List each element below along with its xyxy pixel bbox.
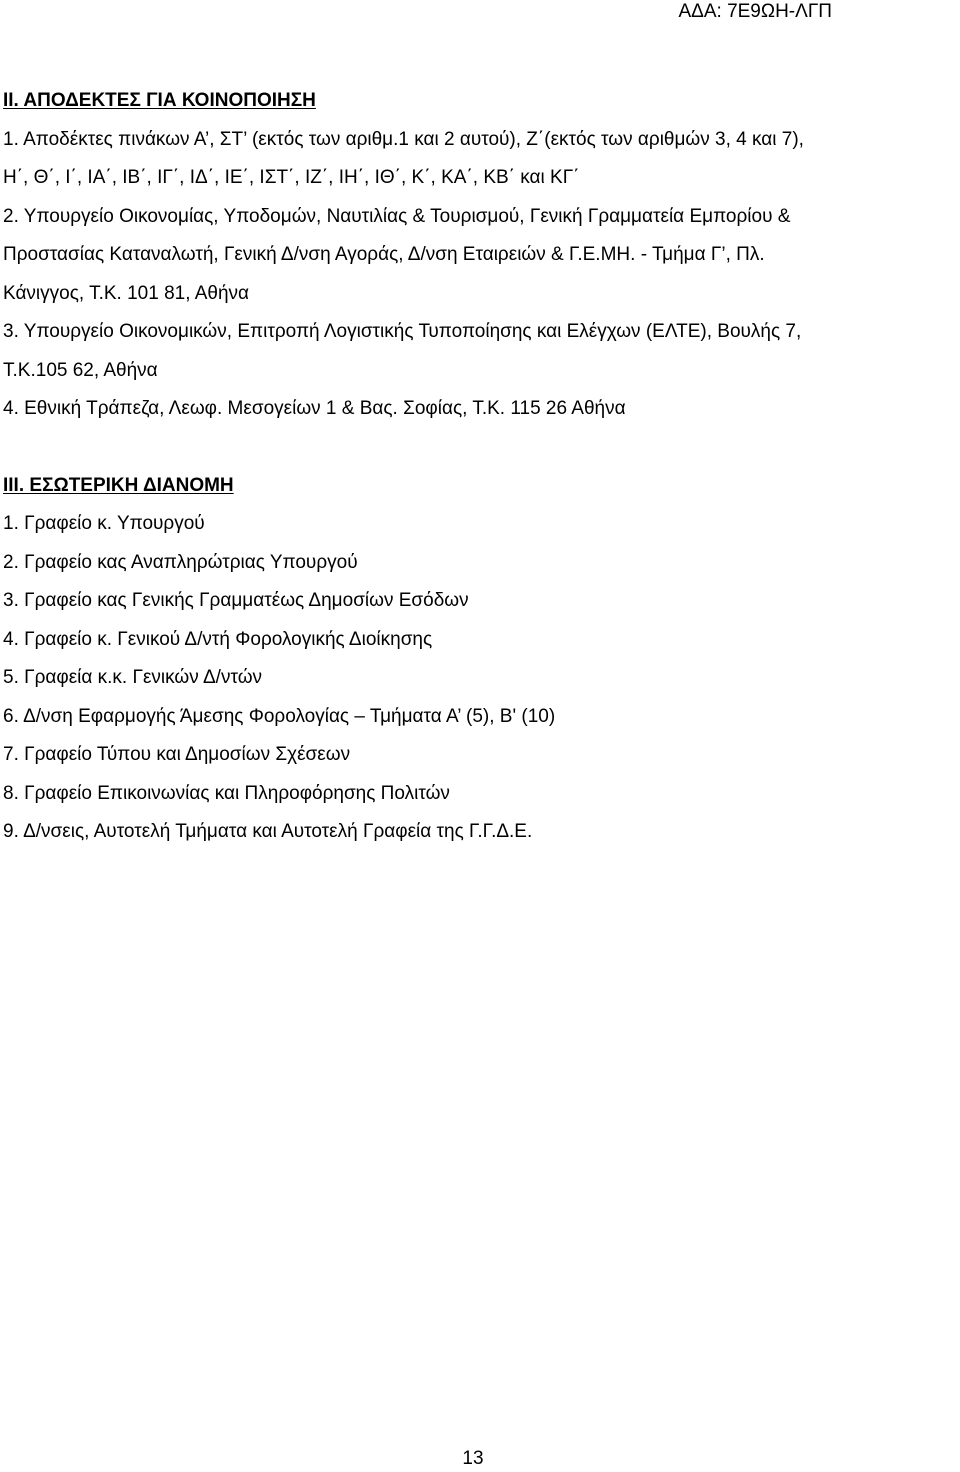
recipient-line: Κάνιγγος, Τ.Κ. 101 81, Αθήνα — [3, 282, 250, 304]
recipient-line: 1. Αποδέκτες πινάκων Α’, ΣΤ’ (εκτός των αριθμ.1 και 2 αυτού), Ζ΄(εκτός των αριθμών 3, 4 και 7), — [3, 128, 804, 150]
recipient-line: 2. Υπουργείο Οικονομίας, Υποδομών, Ναυτιλίας & Τουρισμού, Γενική Γραμματεία Εμπορίου & — [3, 205, 791, 227]
recipient-line: Προστασίας Καταναλωτή, Γενική Δ/νση Αγοράς, Δ/νση Εταιρειών & Γ.Ε.ΜΗ. - Τμήμα Γ’, Πλ. — [3, 244, 765, 265]
distribution-line: 5. Γραφεία κ.κ. Γενικών Δ/ντών — [3, 667, 263, 688]
distribution-line: 3. Γραφείο κας Γενικής Γραμματέως Δημοσίων Εσόδων — [3, 590, 469, 611]
recipient-line: Τ.Κ.105 62, Αθήνα — [3, 359, 158, 381]
distribution-line: 8. Γραφείο Επικοινωνίας και Πληροφόρησης Πολιτών — [3, 782, 450, 804]
recipient-line: Η΄, Θ΄, Ι΄, ΙΑ΄, ΙΒ΄, ΙΓ΄, ΙΔ΄, ΙΕ΄, ΙΣΤ΄, ΙΖ΄, ΙΗ΄, ΙΘ΄, Κ΄, ΚΑ΄, ΚΒ΄ και ΚΓ΄ — [3, 167, 580, 188]
recipient-line: 3. Υπουργείο Οικονομικών, Επιτροπή Λογιστικής Τυποποίησης και Ελέγχων (ΕΛΤΕ), Βουλής 7, — [3, 321, 802, 342]
ada-code: ΑΔΑ: 7Ε9ΩΗ-ΛΓΠ — [678, 1, 832, 22]
page-number: 13 — [462, 1448, 484, 1469]
section-spacer — [3, 429, 957, 467]
section-heading-notification-recipients: ΙΙ. ΑΠΟΔΕΚΤΕΣ ΓΙΑ ΚΟΙΝΟΠΟΙΗΣΗ — [3, 90, 316, 111]
recipient-line: 4. Εθνική Τράπεζα, Λεωφ. Μεσογείων 1 & Βας. Σοφίας, Τ.Κ. 115 26 Αθήνα — [3, 398, 626, 419]
section-heading-internal-distribution: ΙΙΙ. ΕΣΩΤΕΡΙΚΗ ΔΙΑΝΟΜΗ — [3, 474, 234, 496]
distribution-line: 1. Γραφείο κ. Υπουργού — [3, 513, 205, 534]
distribution-line: 2. Γραφείο κας Αναπληρώτριας Υπουργού — [3, 551, 358, 573]
distribution-line: 6. Δ/νση Εφαρμογής Άμεσης Φορολογίας – Τμήματα Α’ (5), Β' (10) — [3, 705, 556, 727]
distribution-line: 4. Γραφείο κ. Γενικού Δ/ντή Φορολογικής Διοίκησης — [3, 628, 433, 650]
document-body — [3, 82, 957, 852]
distribution-line: 9. Δ/νσεις, Αυτοτελή Τμήματα και Αυτοτελή Γραφεία της Γ.Γ.Δ.Ε. — [3, 821, 533, 842]
distribution-line: 7. Γραφείο Τύπου και Δημοσίων Σχέσεων — [3, 744, 351, 765]
